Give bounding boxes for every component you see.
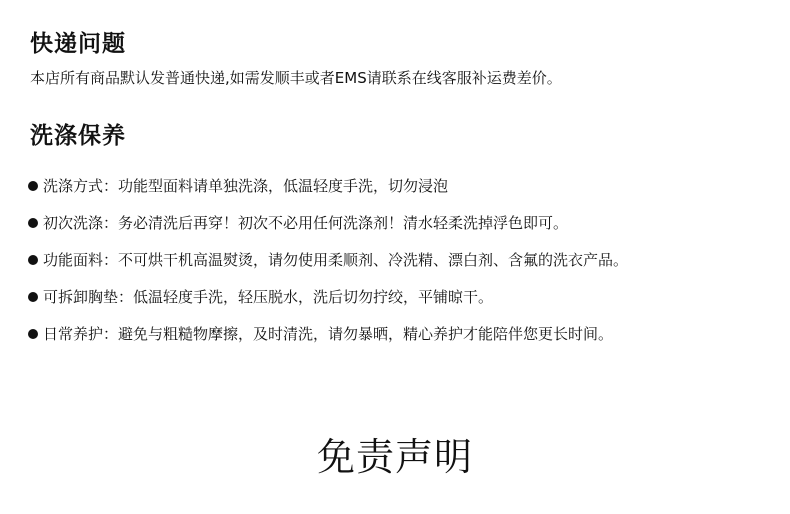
bullet-icon [28,181,38,191]
shipping-notice-text: 本店所有商品默认发普通快递,如需发顺丰或者EMS请联系在线客服补运费差价。 [30,69,562,87]
care-item-text: 洗涤方式：功能型面料请单独洗涤，低温轻度手洗，切勿浸泡 [43,176,449,195]
disclaimer-heading: 免责声明 [316,435,473,479]
list-item [28,315,628,352]
list-item [28,204,628,241]
care-instructions-list [28,167,628,352]
shipping-section-title: 快递问题 [30,31,126,57]
care-item-text: 初次洗涤：务必清洗后再穿！初次不必用任何洗涤剂！清水轻柔洗掉浮色即可。 [43,213,569,232]
list-item [28,167,628,204]
list-item [28,241,628,278]
list-item [28,278,628,315]
bullet-icon [28,218,38,228]
care-item-text: 日常养护：避免与粗糙物摩擦，及时清洗，请勿暴晒，精心养护才能陪伴您更长时间。 [43,324,614,343]
care-item-text: 功能面料：不可烘干机高温熨烫，请勿使用柔顺剂、冷洗精、漂白剂、含氟的洗衣产品。 [43,250,629,269]
care-section-title: 洗涤保养 [30,123,126,149]
bullet-icon [28,292,38,302]
bullet-icon [28,329,38,339]
care-item-text: 可拆卸胸垫：低温轻度手洗，轻压脱水，洗后切勿拧绞，平铺晾干。 [43,287,494,306]
bullet-icon [28,255,38,265]
